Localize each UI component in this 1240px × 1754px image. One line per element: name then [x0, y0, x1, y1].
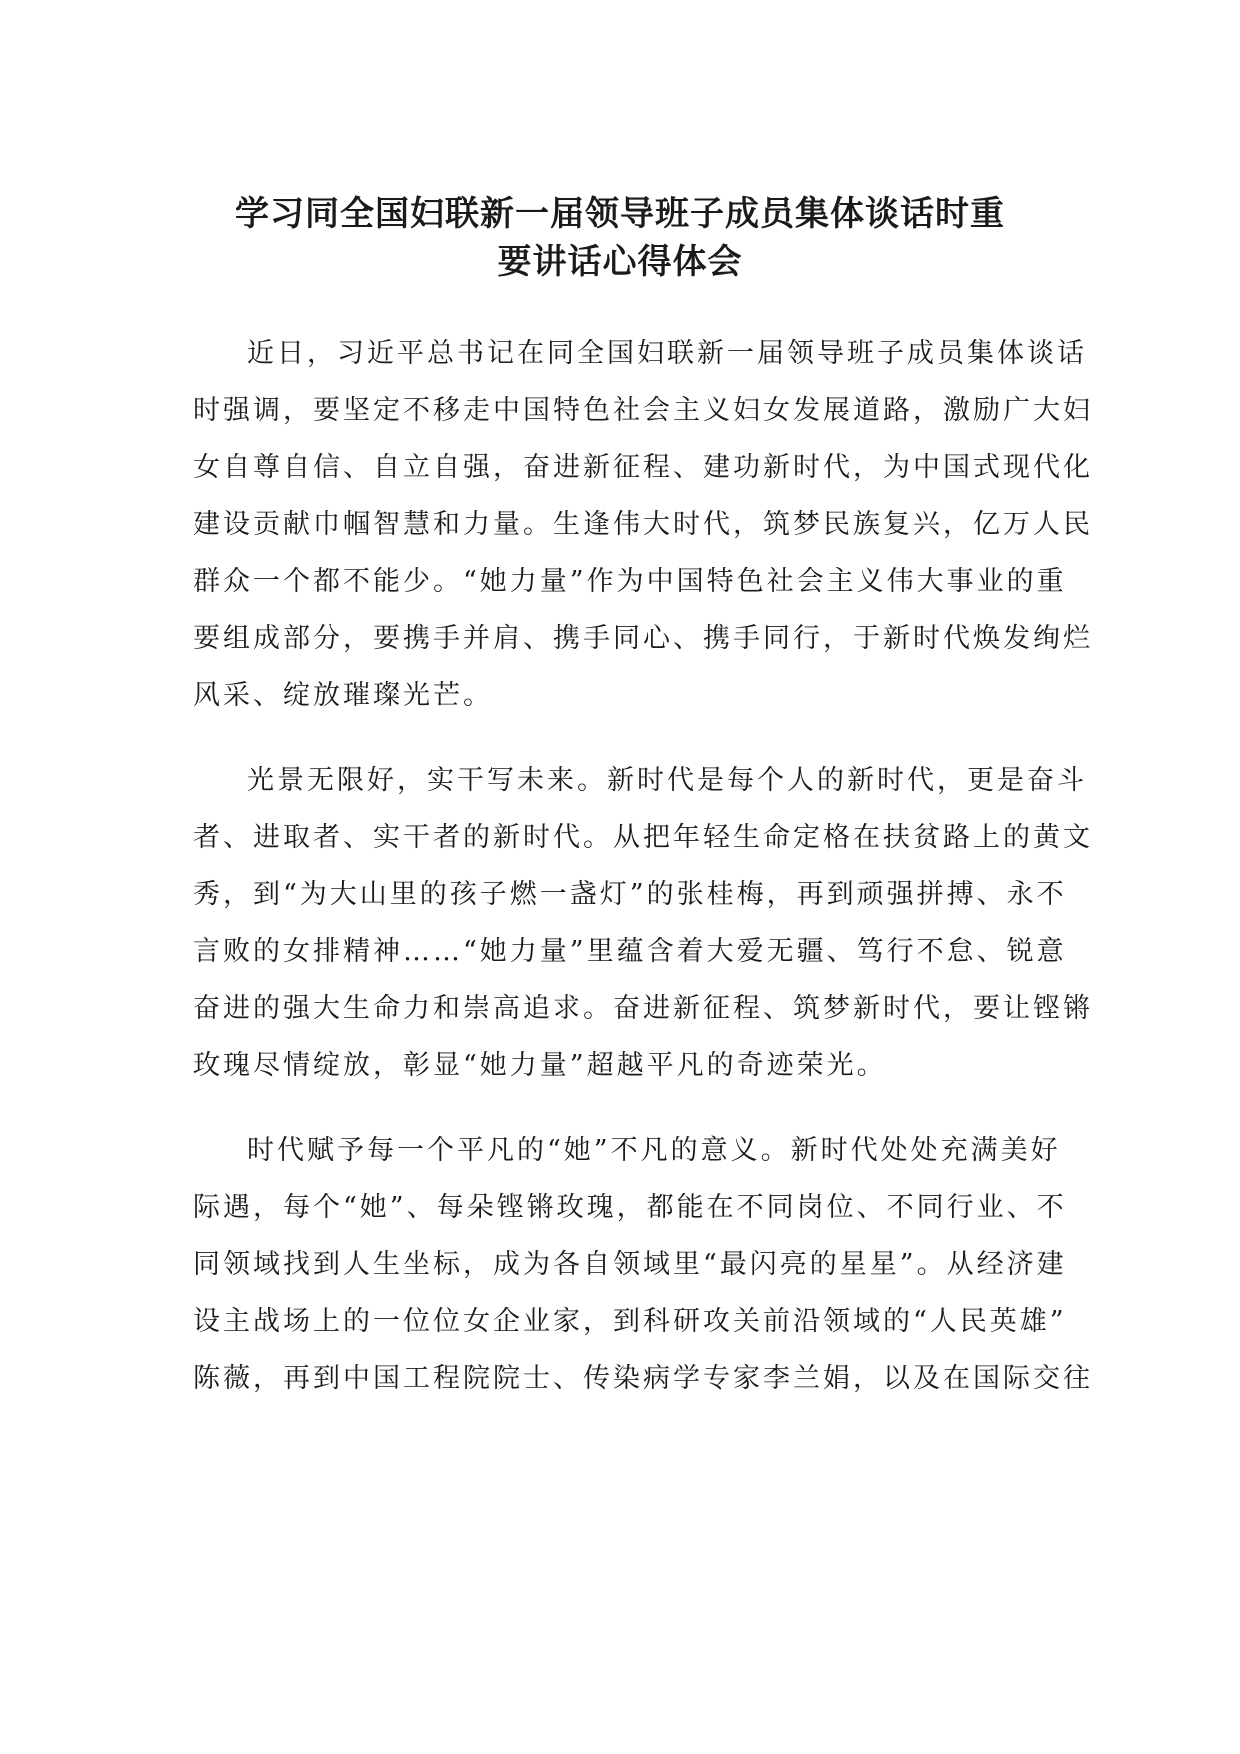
- paragraph-3: [193, 1122, 1093, 1407]
- title-line-1: 学习同全国妇联新一届领导班子成员集体谈话时重: [235, 194, 1005, 234]
- paragraph-line: 奋进的强大生命力和崇高追求。奋进新征程、筑梦新时代，要让铿锵: [193, 993, 1093, 1024]
- paragraph-line: 时代赋予每一个平凡的“她”不凡的意义。新时代处处充满美好: [247, 1135, 1061, 1166]
- document-title: [150, 190, 1090, 286]
- paragraph-line: 女自尊自信、自立自强，奋进新征程、建功新时代，为中国式现代化: [193, 452, 1093, 483]
- paragraph-line: 近日，习近平总书记在同全国妇联新一届领导班子成员集体谈话: [247, 338, 1087, 369]
- title-line-2: 要讲话心得体会: [497, 242, 743, 282]
- paragraph-line: 秀，到“为大山里的孩子燃一盏灯”的张桂梅，再到顽强拼搏、永不: [193, 879, 1067, 910]
- paragraph-line: 同领域找到人生坐标，成为各自领域里“最闪亮的星星”。从经济建: [193, 1249, 1067, 1280]
- paragraph-line: 光景无限好，实干写未来。新时代是每个人的新时代，更是奋斗: [247, 765, 1087, 796]
- paragraph-line: 要组成部分，要携手并肩、携手同心、携手同行，于新时代焕发绚烂: [193, 623, 1093, 654]
- paragraph-line: 时强调，要坚定不移走中国特色社会主义妇女发展道路，激励广大妇: [193, 395, 1093, 426]
- paragraph-line: 玫瑰尽情绽放，彰显“她力量”超越平凡的奇迹荣光。: [193, 1050, 887, 1081]
- paragraph-line: 际遇，每个“她”、每朵铿锵玫瑰，都能在不同岗位、不同行业、不: [193, 1192, 1067, 1223]
- paragraph-1: [193, 325, 1093, 724]
- paragraph-line: 群众一个都不能少。“她力量”作为中国特色社会主义伟大事业的重: [193, 566, 1067, 597]
- paragraph-line: 者、进取者、实干者的新时代。从把年轻生命定格在扶贫路上的黄文: [193, 822, 1093, 853]
- paragraph-2: [193, 752, 1093, 1094]
- paragraph-line: 建设贡献巾帼智慧和力量。生逢伟大时代，筑梦民族复兴，亿万人民: [193, 509, 1093, 540]
- paragraph-line: 风采、绽放璀璨光芒。: [193, 680, 493, 711]
- paragraph-line: 设主战场上的一位位女企业家，到科研攻关前沿领域的“人民英雄”: [193, 1306, 1067, 1337]
- paragraph-line: 陈薇，再到中国工程院院士、传染病学专家李兰娟，以及在国际交往: [193, 1363, 1093, 1394]
- paragraph-line: 言败的女排精神……“她力量”里蕴含着大爱无疆、笃行不怠、锐意: [193, 936, 1067, 967]
